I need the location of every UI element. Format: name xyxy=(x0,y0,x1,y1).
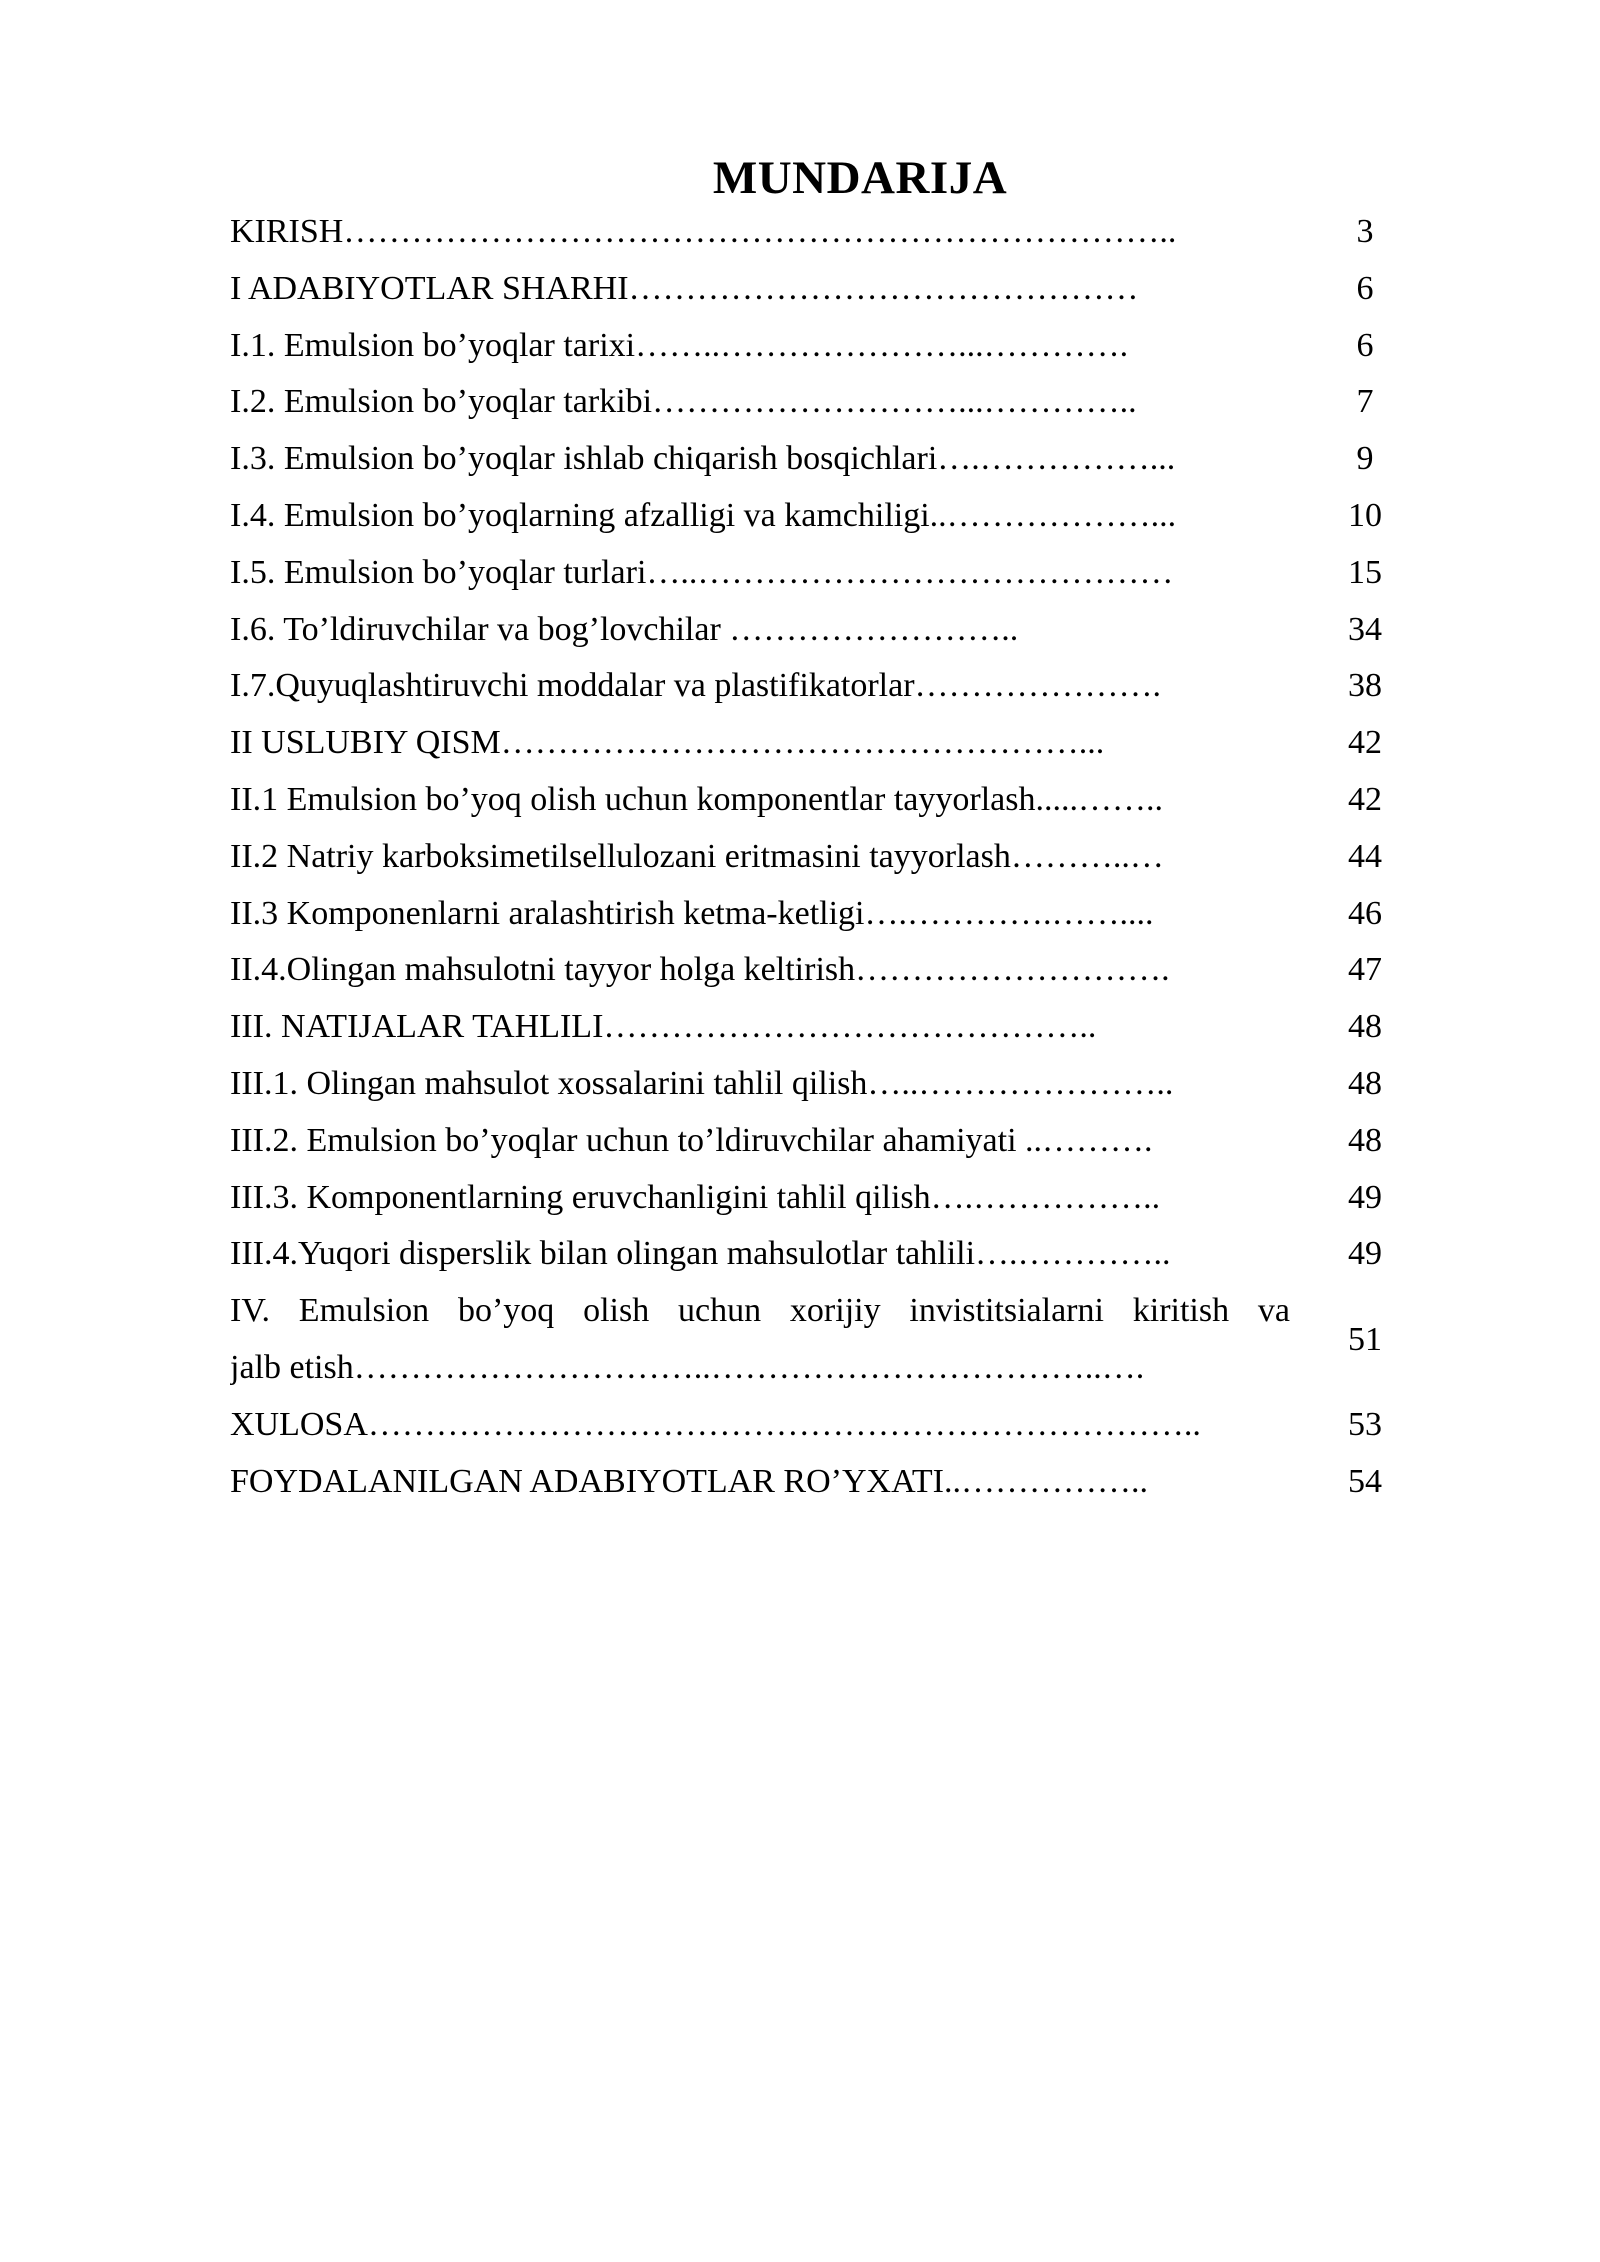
toc-entry xyxy=(230,1113,1400,1170)
toc-page-number: 46 xyxy=(1348,894,1382,932)
toc-entry xyxy=(230,488,1400,545)
toc-page-number: 42 xyxy=(1348,724,1382,762)
toc-page-number: 48 xyxy=(1348,1064,1382,1102)
toc-entry xyxy=(230,886,1400,943)
toc-entry-text: FOYDALANILGAN ADABIYOTLAR RO’YXATI..…………….. xyxy=(230,1462,1148,1500)
toc-entry xyxy=(230,602,1400,659)
toc-entry xyxy=(230,261,1400,318)
toc-entry-text: XULOSA……………………………………………………………….. xyxy=(230,1405,1201,1443)
toc-entry-text: II.1 Emulsion bo’yoq olish uchun komponentlar tayyorlash.....…….. xyxy=(230,780,1163,818)
toc-entry-text: I ADABIYOTLAR SHARHI……………………………………… xyxy=(230,269,1139,307)
toc-entry-text: KIRISH……………………………………………………………….. xyxy=(230,213,1177,250)
toc-entry xyxy=(230,1056,1400,1113)
toc-page-number: 7 xyxy=(1356,383,1374,421)
toc-entry xyxy=(230,829,1400,886)
toc-entry xyxy=(230,942,1400,999)
toc-entry xyxy=(230,431,1400,488)
toc-entry xyxy=(230,1226,1400,1283)
toc-page-number: 6 xyxy=(1356,269,1374,307)
toc-entry xyxy=(230,658,1400,715)
toc-entry xyxy=(230,999,1400,1056)
toc-page-number: 3 xyxy=(1356,213,1374,250)
toc-entry-text: I.1. Emulsion bo’yoqlar tarixi……..…………………...…………. xyxy=(230,326,1129,364)
toc-entry-text: I.3. Emulsion bo’yoqlar ishlab chiqarish bosqichlari….……………... xyxy=(230,440,1176,478)
toc-page-number: 9 xyxy=(1356,440,1374,478)
toc-page-number: 51 xyxy=(1348,1320,1382,1358)
toc-page-number: 47 xyxy=(1348,951,1382,989)
toc-entry-text: III. NATIJALAR TAHLILI…………………………………….. xyxy=(230,1008,1097,1046)
toc-entry xyxy=(230,545,1400,602)
toc-page-number: 15 xyxy=(1348,553,1382,591)
toc-entry xyxy=(230,772,1400,829)
toc-entry-text: II.2 Natriy karboksimetilsellulozani eritmasini tayyorlash………..… xyxy=(230,837,1164,875)
page-title: MUNDARIJA xyxy=(712,152,1008,204)
toc-entry xyxy=(230,1170,1400,1227)
toc-entry-text: I.2. Emulsion bo’yoqlar tarkibi………………………...………….. xyxy=(230,383,1137,421)
toc-entry-text xyxy=(230,1283,1290,1397)
toc-entry-text: II USLUBIY QISM……………………………………………... xyxy=(230,724,1105,762)
toc-entry xyxy=(230,204,1400,261)
toc-page-number: 48 xyxy=(1348,1008,1382,1046)
toc-entry-text: III.3. Komponentlarning eruvchanligini tahlil qilish….…………….. xyxy=(230,1178,1161,1216)
toc-page-number: 53 xyxy=(1348,1405,1382,1443)
toc-page-number: 6 xyxy=(1356,326,1374,364)
toc-page-number: 49 xyxy=(1348,1235,1382,1273)
toc-entry-text: III.2. Emulsion bo’yoqlar uchun to’ldiruvchilar ahamiyati ..………. xyxy=(230,1121,1153,1159)
toc-entry-text: III.1. Olingan mahsulot xossalarini tahlil qilish…..………………….. xyxy=(230,1064,1174,1102)
toc-page-number: 34 xyxy=(1348,610,1382,648)
toc-entry-text: I.7.Quyuqlashtiruvchi moddalar va plastifikatorlar…………………. xyxy=(230,667,1162,705)
toc-entry-text: I.4. Emulsion bo’yoqlarning afzalligi va kamchiligi..………………... xyxy=(230,496,1177,534)
toc-entry-text: III.4.Yuqori disperslik bilan olingan mahsulotlar tahlili….………….. xyxy=(230,1235,1171,1273)
toc-entry-line-2: jalb etish…………………………..……………………………..…. xyxy=(230,1348,1145,1386)
toc-entry xyxy=(230,318,1400,375)
toc-page-number: 44 xyxy=(1348,837,1382,875)
toc-page-number: 48 xyxy=(1348,1121,1382,1159)
toc-entry-text: I.5. Emulsion bo’yoqlar turlari…..…………………………………… xyxy=(230,553,1174,591)
toc-page-number: 10 xyxy=(1348,496,1382,534)
toc-page-number: 42 xyxy=(1348,780,1382,818)
table-of-contents xyxy=(230,204,1400,1510)
toc-page-number: 38 xyxy=(1348,667,1382,705)
toc-entry-multiline xyxy=(230,1283,1400,1397)
toc-entry-text: I.6. To’ldiruvchilar va bog’lovchilar …………………….. xyxy=(230,610,1019,648)
toc-entry xyxy=(230,1397,1400,1454)
toc-entry-text: II.4.Olingan mahsulotni tayyor holga keltirish………………………. xyxy=(230,951,1170,989)
toc-entry-line-1: IV. Emulsion bo’yoq olish uchun xorijiy invistitsialarni kiritish va xyxy=(230,1292,1290,1330)
toc-entry-text: II.3 Komponenlarni aralashtirish ketma-ketligi….………….…….... xyxy=(230,894,1154,932)
toc-page-number: 49 xyxy=(1348,1178,1382,1216)
toc-page-number: 54 xyxy=(1348,1462,1382,1500)
toc-entry xyxy=(230,1454,1400,1511)
toc-entry xyxy=(230,374,1400,431)
toc-entry xyxy=(230,715,1400,772)
